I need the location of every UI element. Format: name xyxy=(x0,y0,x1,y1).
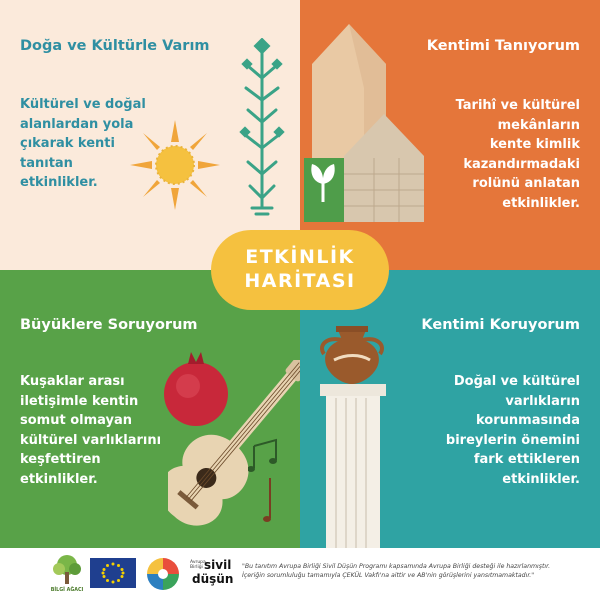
quadrant-protect-city xyxy=(300,270,600,548)
quadrant-title: Doğa ve Kültürle Varım xyxy=(20,38,210,54)
quadrant-description: Doğal ve kültürel varlıkların korunmasında bireylerin önemini fark ettikleren etkinlikler. xyxy=(445,374,580,487)
eu-flag-icon xyxy=(90,558,136,588)
tree-motif-icon xyxy=(238,38,286,222)
disclaimer-line-2: İçeriğin sorumluluğu tamamıyla ÇEKÜL Vakfı'na aittir ve AB'nin görüşlerini yansıtmamaktadır." xyxy=(242,572,535,579)
sun-icon xyxy=(130,120,220,210)
amphora-icon xyxy=(312,324,392,388)
quadrant-ask-elders xyxy=(0,270,300,548)
quadrant-title: Kentimi Koruyorum xyxy=(421,317,580,333)
quadrant-description: Tarihî ve kültürel mekânların kente kimlik kazandırmadaki rolünü anlatan etkinlikler. xyxy=(455,98,580,211)
sprout-icon xyxy=(308,160,338,202)
sivil-dusun-small-label: Avrupa Birliği xyxy=(190,560,206,570)
badge-line-2: HARİTASI xyxy=(244,270,356,292)
quadrant-description: Kültürel ve doğal alanlardan yola çıkarak kenti tanıtan etkinlikler. xyxy=(20,97,146,190)
quadrant-description: Kuşaklar arası iletişimle kentin somut olmayan kültürel varlıklarını keşfettiren etkinlikler. xyxy=(20,374,162,487)
puzzle-logo-icon xyxy=(145,556,181,592)
bilgi-agaci-logo xyxy=(50,554,84,596)
dusun-word: düşün xyxy=(192,572,234,586)
funding-disclaimer xyxy=(242,562,592,580)
quadrant-title: Kentimi Tanıyorum xyxy=(426,38,580,54)
music-note-icon xyxy=(248,438,292,528)
activity-map-badge xyxy=(211,230,389,310)
quadrant-title: Büyüklere Soruyorum xyxy=(20,317,198,333)
footer xyxy=(0,548,600,600)
column-icon xyxy=(320,384,386,548)
sivil-dusun-logo xyxy=(190,558,236,592)
sivil-word: sivil xyxy=(204,558,232,572)
disclaimer-line-1: "Bu tanıtım Avrupa Birliği Sivil Düşün Programı kapsamında Avrupa Birliği desteği ile hazırlanmıştır. xyxy=(242,563,551,570)
bilgi-agaci-label: BİLGİ AĞACI xyxy=(50,588,84,593)
tree-logo-icon xyxy=(50,554,84,584)
badge-line-1: ETKİNLİK xyxy=(245,246,355,268)
